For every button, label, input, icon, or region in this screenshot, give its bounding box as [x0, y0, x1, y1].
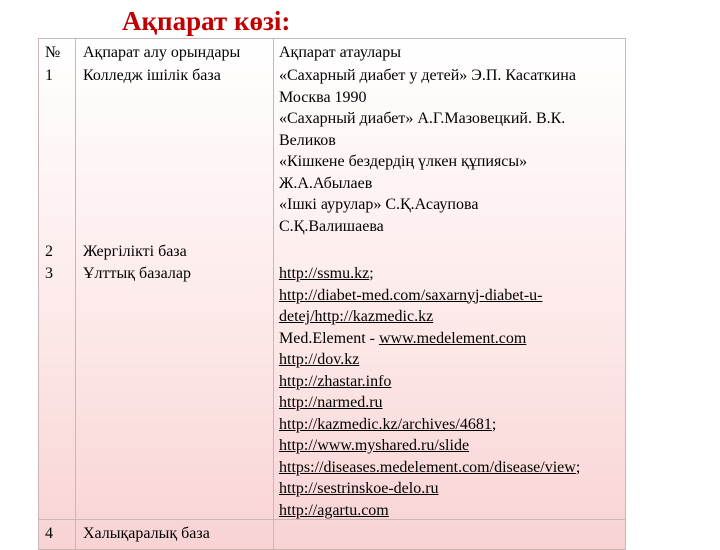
- link-separator: ;: [575, 458, 581, 476]
- row-3-place: Ұлттық базалар: [83, 265, 191, 282]
- title-line: «Сахарный диабет» А.Г.Мазовецкий. В.К.: [279, 110, 566, 127]
- title-line: Ж.А.Абылаев: [279, 174, 373, 192]
- link-kazmedic-archives[interactable]: http://kazmedic.kz/archives/4681: [279, 415, 492, 433]
- link-separator: ;: [491, 415, 497, 433]
- header-titles: Ақпарат атаулары: [279, 44, 401, 61]
- link-diabet-med-kazmedic[interactable]: detej/http://kazmedic.kz: [279, 308, 434, 325]
- header-place: Ақпарат алу орындары: [83, 44, 241, 61]
- link-diseases-medelement[interactable]: https://diseases.medelement.com/disease/view: [279, 458, 576, 476]
- row-4-num: 4: [45, 525, 53, 542]
- link-myshared[interactable]: http://www.myshared.ru/slide: [279, 437, 470, 454]
- page-title: Ақпарат көзі:: [122, 6, 291, 36]
- column-divider: [75, 39, 76, 549]
- row-4-place: Халықаралық база: [83, 525, 210, 542]
- link-diabet-med[interactable]: http://diabet-med.com/saxarnyj-diabet-u-: [279, 286, 543, 304]
- medelement-label: Med.Element -: [279, 329, 379, 347]
- title-line: Великов: [279, 131, 336, 149]
- title-line: С.Қ.Валишаева: [279, 217, 384, 235]
- row-2-place: Жергілікті база: [83, 243, 187, 260]
- sources-table: [38, 38, 626, 550]
- column-divider: [273, 39, 274, 549]
- link-ssmu[interactable]: http://ssmu.kz: [279, 265, 370, 282]
- link-medelement[interactable]: www.medelement.com: [378, 329, 527, 347]
- title-line: «Ішкі аурулар» С.Қ.Асаупова: [279, 196, 479, 213]
- link-agartu[interactable]: http://agartu.com: [279, 501, 389, 519]
- row-1-place: Колледж ішілік база: [83, 67, 221, 84]
- link-sestrinskoe[interactable]: http://sestrinskoe-delo.ru: [279, 480, 439, 497]
- link-narmed[interactable]: http://narmed.ru: [279, 394, 383, 411]
- link-zhastar[interactable]: http://zhastar.info: [279, 372, 392, 390]
- row-3-links: [279, 263, 625, 521]
- header-num: №: [45, 44, 61, 61]
- row-1-titles: [279, 65, 619, 237]
- title-line: «Сахарный диабет у детей» Э.П. Касаткина: [279, 67, 576, 84]
- row-3-num: 3: [45, 265, 53, 282]
- row-2-num: 2: [45, 243, 53, 260]
- title-line: Москва 1990: [279, 88, 367, 106]
- link-separator: ;: [369, 265, 374, 282]
- link-dov[interactable]: http://dov.kz: [279, 351, 360, 368]
- title-line: «Кішкене бездердің үлкен құпиясы»: [279, 153, 528, 170]
- row-1-num: 1: [45, 67, 53, 84]
